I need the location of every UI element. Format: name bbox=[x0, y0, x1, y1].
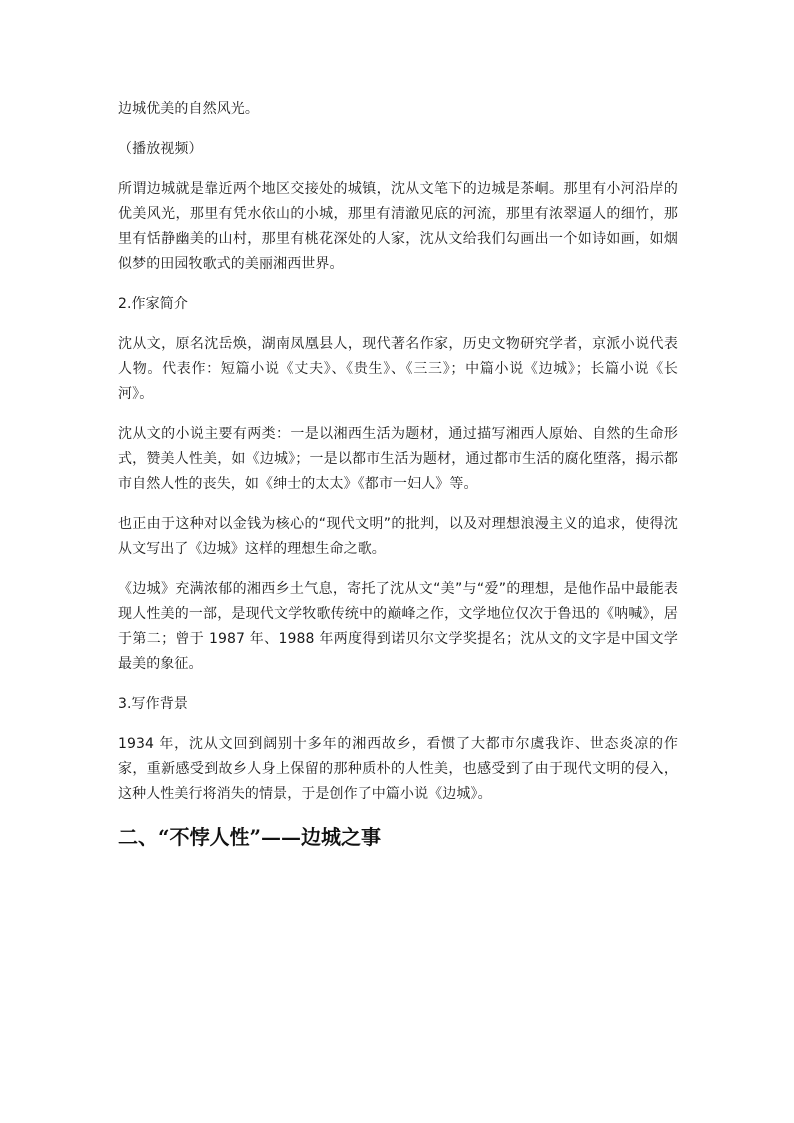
subheading-writing-background: 3.写作背景 bbox=[118, 696, 188, 712]
document-page bbox=[118, 97, 678, 852]
paragraph-author-bio: 沈从文，原名沈岳焕，湖南凤凰县人，现代著名作家，历史文物研究学者，京派小说代表人物。代表作：短篇小说《丈夫》、《贵生》、《三三》；中篇小说《边城》；长篇小说《长河》。 bbox=[118, 336, 678, 402]
subheading-author-intro: 2.作家简介 bbox=[118, 296, 188, 312]
paragraph-background: 1934 年，沈从文回到阔别十多年的湘西故乡，看惯了大都市尔虞我诈、世态炎凉的作家，重新感受到故乡人身上保留的那种质朴的人性美，也感受到了由于现代文明的侵入，这种人性美行将消失的情景，于是创作了中篇小说《边城》。 bbox=[118, 736, 678, 802]
paragraph-modern-civilization: 也正由于这种对以金钱为核心的“现代文明”的批判，以及对理想浪漫主义的追求，使得沈从文写出了《边城》这样的理想生命之歌。 bbox=[118, 516, 678, 557]
paragraph-biancheng-description: 所谓边城就是靠近两个地区交接处的城镇，沈从文笔下的边城是茶峒。那里有小河沿岸的优美风光，那里有凭水依山的小城，那里有清澈见底的河流，那里有浓翠逼人的细竹，那里有恬静幽美的山村，那里有桃花深处的人家，沈从文给我们勾画出一个如诗如画，如烟似梦的田园牧歌式的美丽湘西世界。 bbox=[118, 181, 678, 272]
paragraph-literary-status: 《边城》充满浓郁的湘西乡土气息，寄托了沈从文“美”与“爱”的理想，是他作品中最能表现人性美的一部，是现代文学牧歌传统中的巅峰之作，文学地位仅次于鲁迅的《呐喊》，居于第二；曾于 1987 年、1988 年两度得到诺贝尔文学奖提名；沈从文的文字是中国文学最美的象征。 bbox=[118, 581, 678, 672]
paragraph-intro: 边城优美的自然风光。 bbox=[118, 101, 259, 117]
section-heading: 二、“不悖人性”——边城之事 bbox=[118, 825, 382, 849]
paragraph-video-note: （播放视频） bbox=[118, 141, 203, 157]
paragraph-novel-types: 沈从文的小说主要有两类：一是以湘西生活为题材，通过描写湘西人原始、自然的生命形式，赞美人性美，如《边城》；一是以都市生活为题材，通过都市生活的腐化堕落，揭示都市自然人性的丧失，如《绅士的太太》《都市一妇人》等。 bbox=[118, 426, 678, 492]
